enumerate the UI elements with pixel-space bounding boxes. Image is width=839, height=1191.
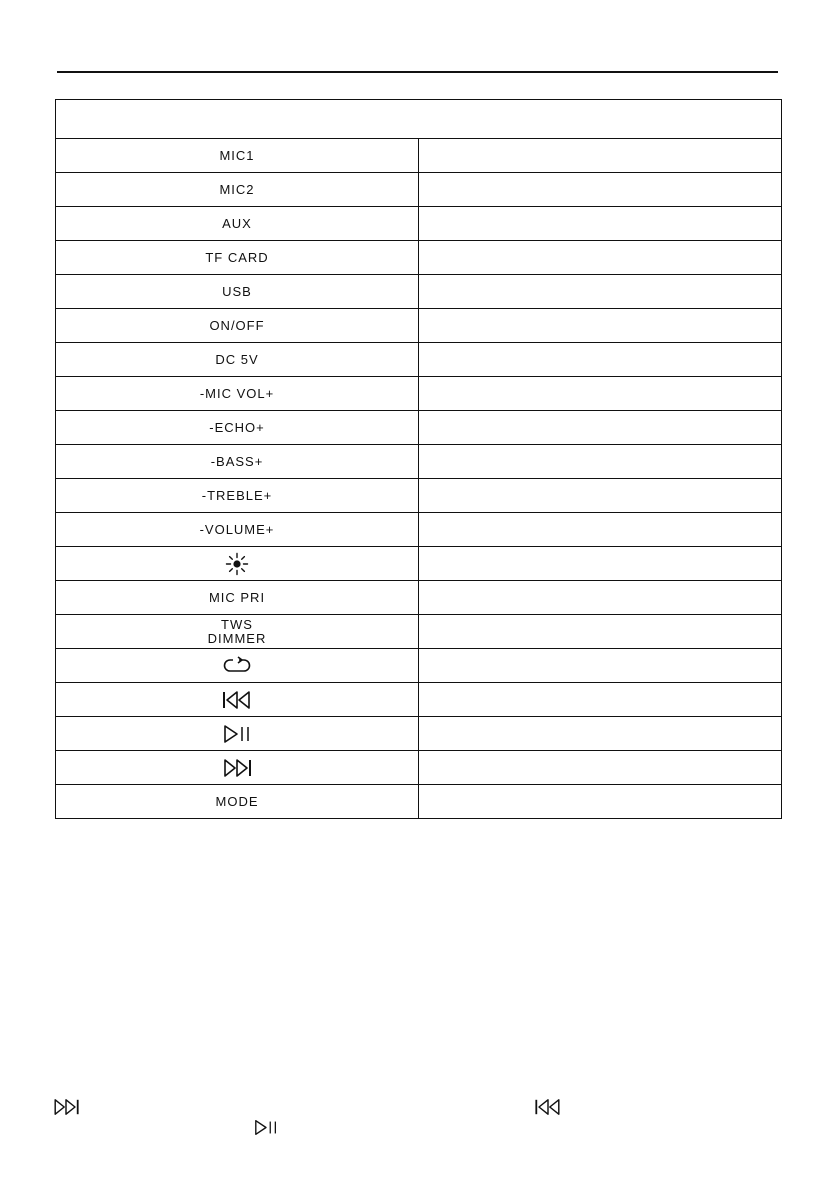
table-row xyxy=(56,377,782,411)
table-row xyxy=(56,547,782,581)
table-row xyxy=(56,411,782,445)
previous-track-icon xyxy=(533,1098,563,1116)
row-icon-cell xyxy=(56,683,419,717)
row-description xyxy=(419,581,782,615)
table-row xyxy=(56,173,782,207)
row-description xyxy=(419,649,782,683)
row-description xyxy=(419,751,782,785)
table-row xyxy=(56,343,782,377)
table-row xyxy=(56,241,782,275)
previous-track-icon xyxy=(221,690,253,710)
table-row xyxy=(56,207,782,241)
row-description xyxy=(419,513,782,547)
play-pause-icon xyxy=(221,724,253,744)
row-label-line2: DIMMER xyxy=(207,630,267,646)
table-row xyxy=(56,717,782,751)
table-row xyxy=(56,513,782,547)
next-track-icon xyxy=(221,758,253,778)
header-rule xyxy=(57,71,778,73)
row-description xyxy=(419,479,782,513)
row-label-echo: -ECHO+ xyxy=(56,411,419,445)
next-track-icon xyxy=(51,1098,81,1116)
row-description xyxy=(419,207,782,241)
row-description xyxy=(419,309,782,343)
row-description xyxy=(419,275,782,309)
row-icon-cell xyxy=(56,547,419,581)
row-label-aux: AUX xyxy=(56,207,419,241)
table-row xyxy=(56,581,782,615)
bottom-next-icon-wrap xyxy=(51,1098,81,1116)
row-label-mic-pri: MIC PRI xyxy=(56,581,419,615)
bottom-play-pause-icon-wrap xyxy=(252,1119,280,1136)
table-row xyxy=(56,139,782,173)
row-description xyxy=(419,343,782,377)
row-label-line1: TWS xyxy=(221,616,253,632)
table-header-row xyxy=(56,100,782,139)
row-label-mic1: MIC1 xyxy=(56,139,419,173)
row-label-dc-5v: DC 5V xyxy=(56,343,419,377)
table-row xyxy=(56,445,782,479)
row-label-usb: USB xyxy=(56,275,419,309)
row-label-mic2: MIC2 xyxy=(56,173,419,207)
table-row xyxy=(56,275,782,309)
table-row xyxy=(56,683,782,717)
row-icon-cell xyxy=(56,649,419,683)
row-description xyxy=(419,445,782,479)
row-icon-cell xyxy=(56,751,419,785)
table-row xyxy=(56,751,782,785)
table-row xyxy=(56,649,782,683)
row-description xyxy=(419,785,782,819)
row-description xyxy=(419,241,782,275)
row-description xyxy=(419,717,782,751)
table-row xyxy=(56,479,782,513)
table-row xyxy=(56,615,782,649)
row-description xyxy=(419,139,782,173)
row-label-two-line xyxy=(208,618,267,646)
play-pause-icon xyxy=(252,1119,280,1136)
row-label-mode: MODE xyxy=(56,785,419,819)
table-row xyxy=(56,309,782,343)
row-description xyxy=(419,377,782,411)
row-description xyxy=(419,615,782,649)
bottom-prev-icon-wrap xyxy=(533,1098,563,1116)
row-description xyxy=(419,173,782,207)
row-label-bass: -BASS+ xyxy=(56,445,419,479)
row-label-tf-card: TF CARD xyxy=(56,241,419,275)
controls-table xyxy=(55,99,782,819)
light-sun-icon xyxy=(225,552,249,576)
table-row xyxy=(56,785,782,819)
row-label-tws-dimmer xyxy=(56,615,419,649)
table-header-cell xyxy=(56,100,782,139)
row-label-mic-vol: -MIC VOL+ xyxy=(56,377,419,411)
row-icon-cell xyxy=(56,717,419,751)
repeat-icon xyxy=(223,656,251,676)
row-label-on-off: ON/OFF xyxy=(56,309,419,343)
row-description xyxy=(419,683,782,717)
row-label-treble: -TREBLE+ xyxy=(56,479,419,513)
row-description xyxy=(419,547,782,581)
row-label-volume: -VOLUME+ xyxy=(56,513,419,547)
row-description xyxy=(419,411,782,445)
